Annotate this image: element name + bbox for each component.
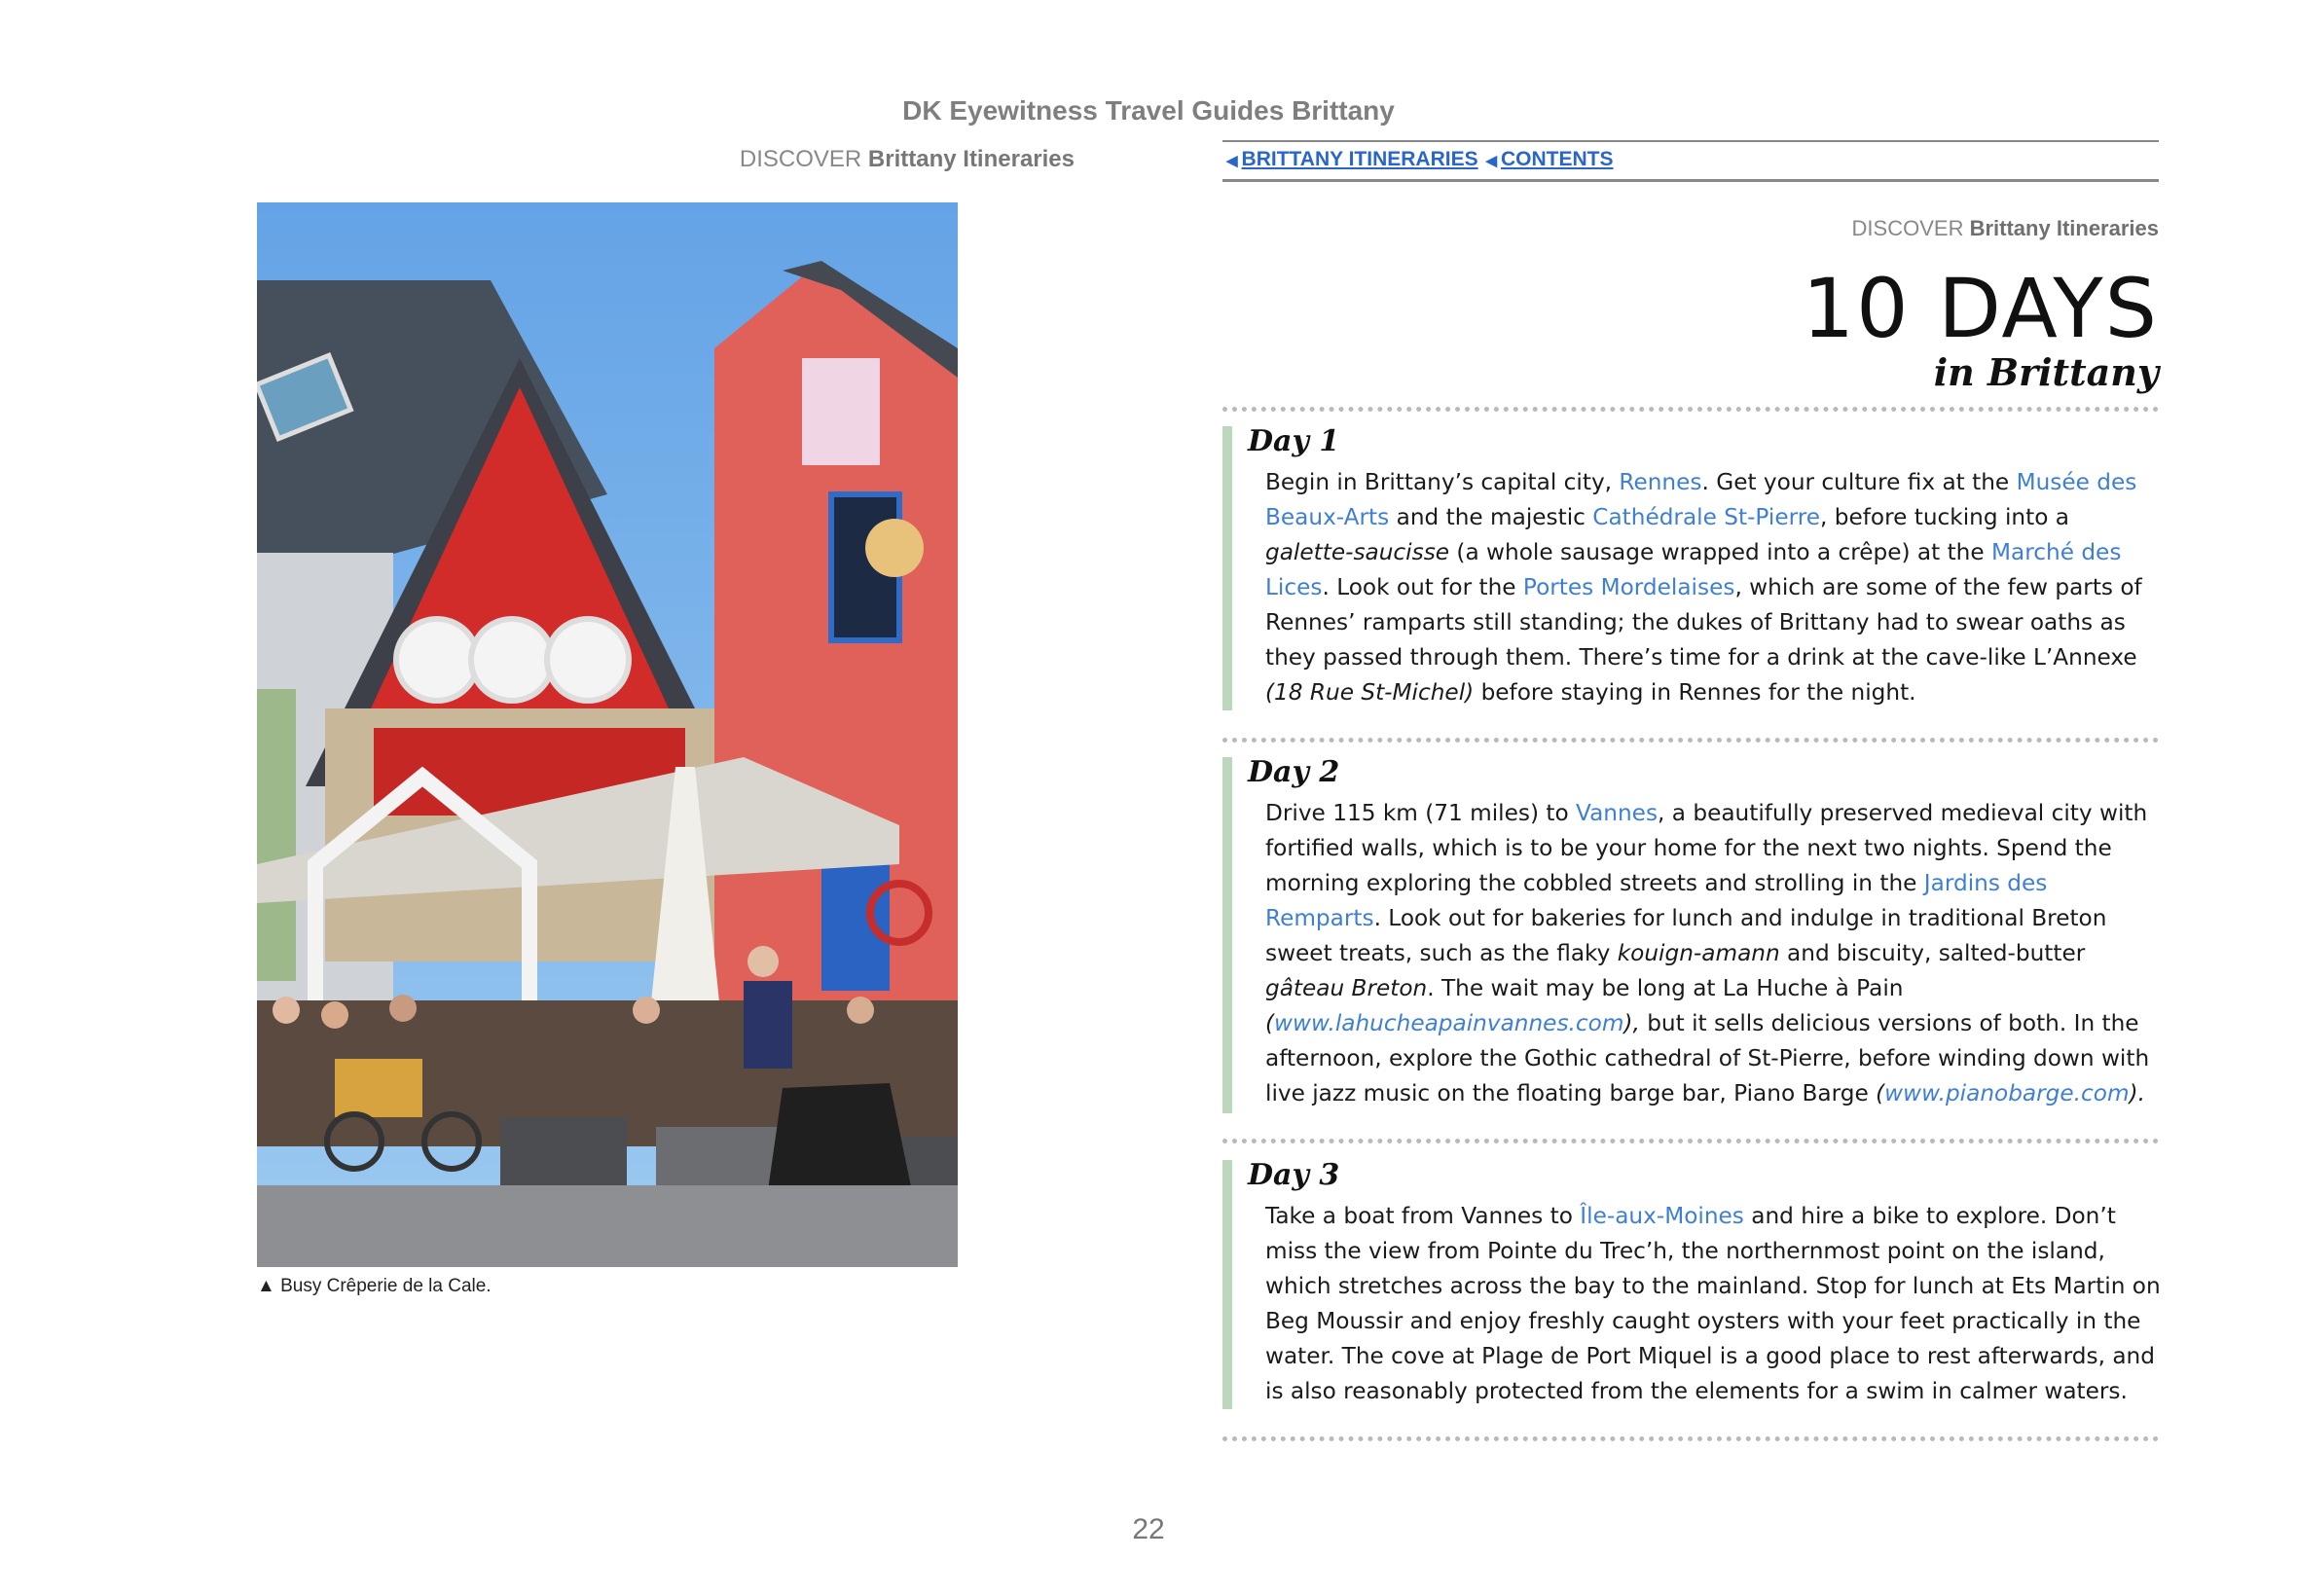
day-1-section — [1222, 424, 2159, 712]
dotted-divider — [1222, 738, 2159, 743]
accent-bar — [1222, 426, 1232, 710]
creperie-photo — [257, 202, 958, 1267]
link-contents[interactable]: CONTENTS — [1501, 148, 1614, 170]
breadcrumb-section: Brittany Itineraries — [1969, 216, 2159, 240]
link-ile-aux-moines[interactable]: Île-aux-Moines — [1580, 1203, 1744, 1229]
nav-rule-bottom — [1222, 179, 2159, 182]
back-triangle-icon: ◀ — [1226, 153, 1238, 169]
dotted-divider — [1222, 1139, 2159, 1143]
day-body: Take a boat from Vannes to Île-aux-Moines and hire a bike to explore. Don’t miss the view from Pointe du Trec’h, the northernmost point on the island, which stretches across the bay to the mainland. Stop for lunch at Ets Martin on Beg Moussir and enjoy freshly caught oysters with your feet practically in the water. The cove at Plage de Port Miquel is a good place to rest afterwards, and is also reasonably protected from the elements for a swim in calmer waters. — [1265, 1203, 2161, 1404]
right-page-breadcrumb — [1222, 216, 2159, 241]
back-triangle-icon: ◀ — [1485, 153, 1498, 169]
day-2-section — [1222, 755, 2159, 1115]
link-pianobarge[interactable]: www.pianobarge.com — [1884, 1080, 2130, 1106]
breadcrumb-section: Brittany Itineraries — [867, 146, 1075, 172]
day-heading: Day 2 — [1248, 755, 1340, 789]
itinerary-subtitle: in Brittany — [1933, 350, 2159, 394]
day-heading: Day 1 — [1248, 424, 1340, 458]
breadcrumb-prefix: DISCOVER — [739, 146, 862, 172]
itinerary-title: 10 DAYS — [1802, 261, 2159, 356]
left-page-breadcrumb — [584, 146, 1075, 173]
breadcrumb-prefix: DISCOVER — [1851, 216, 1964, 240]
link-jardins-des-remparts[interactable]: Jardins des Remparts — [1265, 870, 2048, 931]
dotted-divider — [1222, 407, 2159, 412]
link-cathedrale-st-pierre[interactable]: Cathédrale St-Pierre — [1592, 504, 1821, 530]
link-rennes[interactable]: Rennes — [1619, 469, 1702, 495]
link-vannes[interactable]: Vannes — [1576, 800, 1659, 826]
link-lahucheapainvannes[interactable]: www.lahucheapainvannes.com — [1274, 1010, 1624, 1036]
day-body: Begin in Brittany’s capital city, Rennes. Get your culture fix at the Musée des Beaux-Arts and the majestic Cathédrale St-Pierre, before tucking into a galette-saucisse (a whole sausage wrapped into a crêpe) at the Marché des Lices. Look out for the Portes Mordelaises, which are some of the few parts of Rennes’ ramparts still standing; the dukes of Brittany had to swear oaths as they passed through them. There’s time for a drink at the cave-like L’Annexe (18 Rue St-Michel) before staying in Rennes for the night. — [1265, 469, 2142, 706]
accent-bar — [1222, 1160, 1232, 1409]
link-brittany-itineraries[interactable]: BRITTANY ITINERARIES — [1241, 148, 1478, 170]
nav-rule-top — [1222, 140, 2159, 142]
book-title: DK Eyewitness Travel Guides Brittany — [902, 95, 1395, 126]
page-number: 22 — [1132, 1513, 1165, 1545]
link-marche-des-lices[interactable]: Marché des Lices — [1265, 539, 2122, 600]
photo-caption: ▲ Busy Crêperie de la Cale. — [257, 1276, 492, 1296]
accent-bar — [1222, 757, 1232, 1113]
link-portes-mordelaises[interactable]: Portes Mordelaises — [1522, 574, 1735, 600]
dotted-divider — [1222, 1436, 2159, 1441]
day-body: Drive 115 km (71 miles) to Vannes, a beautifully preserved medieval city with fortified walls, which is to be your home for the next two nights. Spend the morning exploring the cobbled streets and strolling in the Jardins des Remparts. Look out for bakeries for lunch and indulge in traditional Breton sweet treats, such as the flaky kouign-amann and biscuity, salted-butter gâteau Breton. The wait may be long at La Huche à Pain (www.lahucheapainvannes.com), but it sells delicious versions of both. In the afternoon, explore the Gothic cathedral of St-Pierre, before winding down with live jazz music on the floating barge bar, Piano Barge (www.pianobarge.com). — [1265, 800, 2150, 1106]
link-musee-des-beaux-arts[interactable]: Musée des Beaux-Arts — [1265, 469, 2137, 530]
day-3-section — [1222, 1158, 2159, 1411]
day-heading: Day 3 — [1248, 1158, 1340, 1192]
navigation-links — [1224, 148, 1614, 171]
